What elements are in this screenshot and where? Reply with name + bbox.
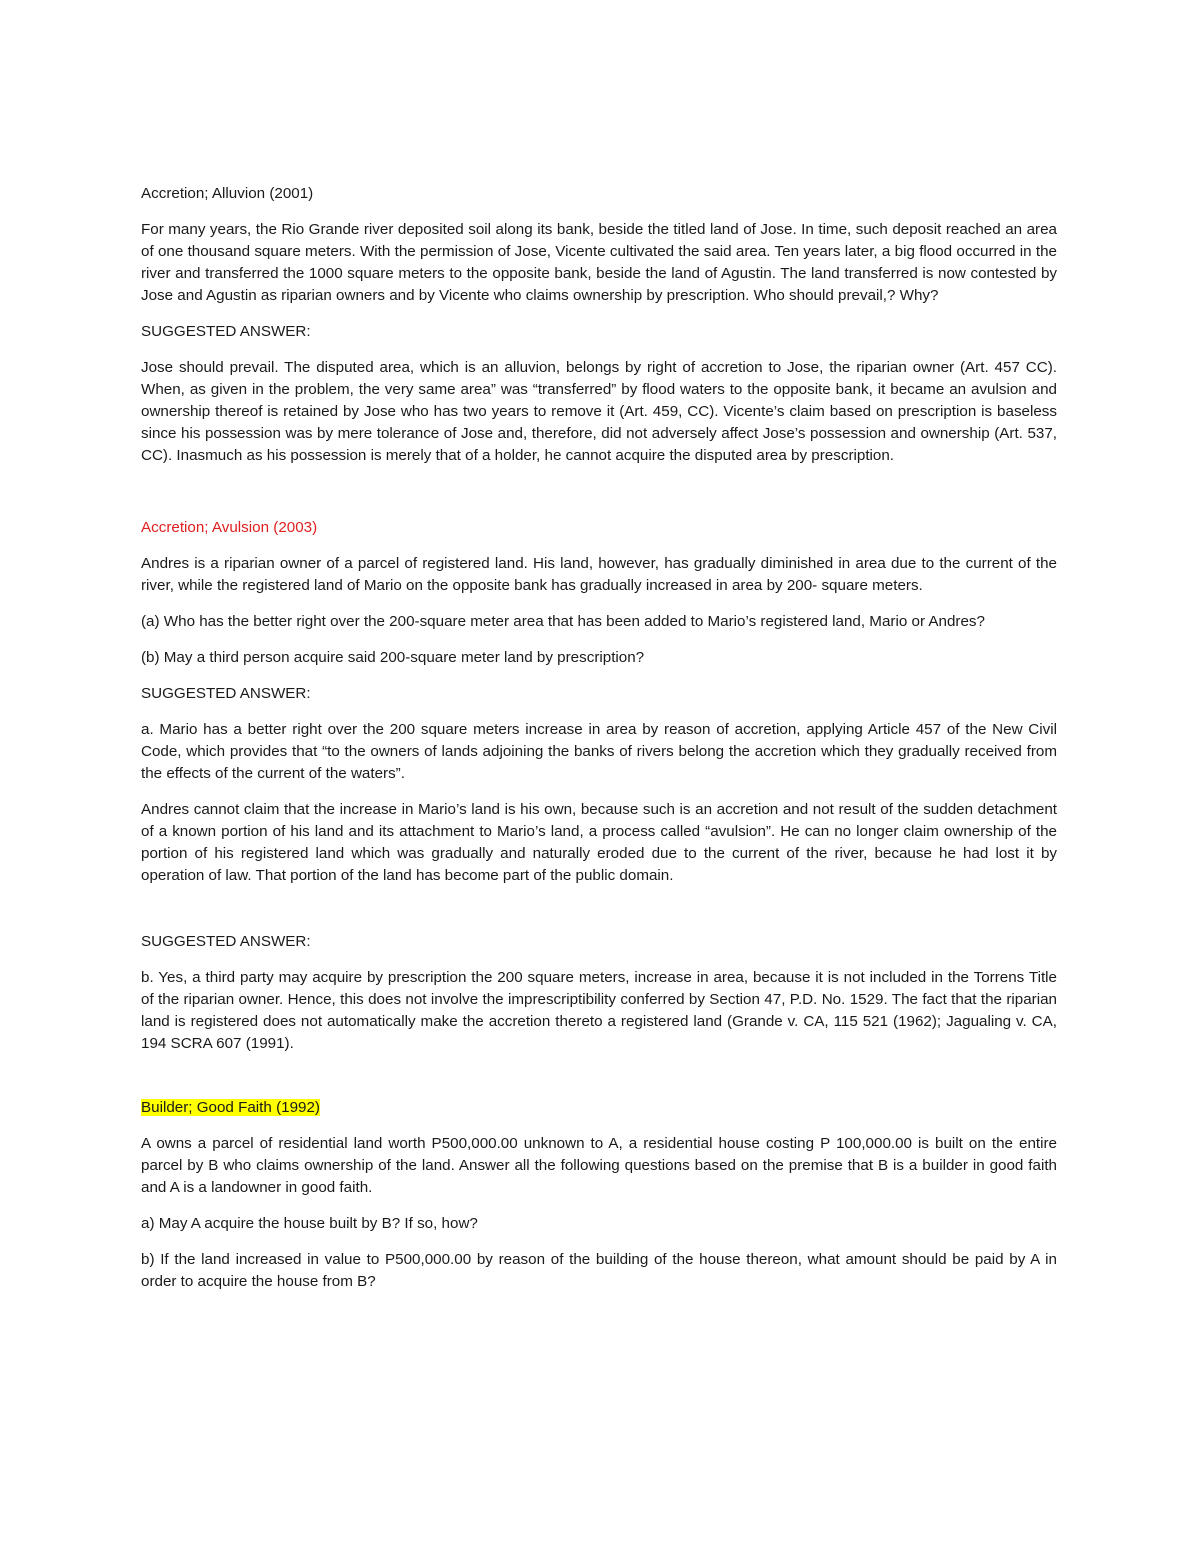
answer-label: SUGGESTED ANSWER: xyxy=(141,933,311,950)
section-heading-builder: Builder; Good Faith (1992) xyxy=(141,1099,320,1116)
question-option-a: (a) Who has the better right over the 200-square meter area that has been added to Mario’s registered land, Mario or Andres? xyxy=(141,613,985,630)
document-body xyxy=(141,183,1057,1307)
section-heading-avulsion-wrap xyxy=(141,517,1057,539)
answer-label: SUGGESTED ANSWER: xyxy=(141,685,311,702)
answer-paragraph-a1: a. Mario has a better right over the 200 square meters increase in area by reason of accretion, applying Article 457 of the New Civil Code, which provides that “to the owners of lands adjoining the banks of rivers belong the accretion which they gradually received from the effects of the current of the waters”. xyxy=(141,721,1057,782)
section-heading-avulsion: Accretion; Avulsion (2003) xyxy=(141,519,318,536)
question-option-b: b) If the land increased in value to P500,000.00 by reason of the building of the house thereon, what amount should be paid by A in order to acquire the house from B? xyxy=(141,1251,1057,1290)
spacer xyxy=(141,901,1057,931)
spacer xyxy=(141,1069,1057,1097)
question-paragraph: Andres is a riparian owner of a parcel of registered land. His land, however, has gradually diminished in area due to the current of the river, while the registered land of Mario on the opposite bank has gradually increased in area by 200- square meters. xyxy=(141,555,1057,594)
question-paragraph: For many years, the Rio Grande river deposited soil along its bank, beside the titled land of Jose. In time, such deposit reached an area of one thousand square meters. With the permission of Jose, Vicente cultivated the said area. Ten years later, a big flood occurred in the river and transferred the 1000 square meters to the opposite bank, beside the land of Agustin. The land transferred is now contested by Jose and Agustin as riparian owners and by Vicente who claims ownership by prescription. Who should prevail,? Why? xyxy=(141,221,1057,304)
answer-label: SUGGESTED ANSWER: xyxy=(141,323,311,340)
answer-paragraph-b: b. Yes, a third party may acquire by prescription the 200 square meters, increase in area, because it is not included in the Torrens Title of the riparian owner. Hence, this does not involve the imprescriptibility conferred by Section 47, P.D. No. 1529. The fact that the riparian land is registered does not automatically make the accretion thereto a registered land (Grande v. CA, 115 521 (1962); Jagualing v. CA, 194 SCRA 607 (1991). xyxy=(141,969,1057,1052)
question-option-b: (b) May a third person acquire said 200-square meter land by prescription? xyxy=(141,649,645,666)
answer-paragraph-a2: Andres cannot claim that the increase in Mario’s land is his own, because such is an accretion and not result of the sudden detachment of a known portion of his land and its attachment to Mario’s land, a process called “avulsion”. He can no longer claim ownership of the portion of his registered land which was gradually and naturally eroded due to the current of the river, because he had lost it by operation of law. That portion of the land has become part of the public domain. xyxy=(141,801,1057,884)
question-option-a: a) May A acquire the house built by B? If so, how? xyxy=(141,1215,478,1232)
answer-paragraph: Jose should prevail. The disputed area, which is an alluvion, belongs by right of accretion to Jose, the riparian owner (Art. 457 CC). When, as given in the problem, the very same area” was “transferred” by flood waters to the opposite bank, it became an avulsion and ownership thereof is retained by Jose who has two years to remove it (Art. 459, CC). Vicente’s claim based on prescription is baseless since his possession was by mere tolerance of Jose and, therefore, did not adversely affect Jose’s possession and ownership (Art. 537, CC). Inasmuch as his possession is merely that of a holder, he cannot acquire the disputed area by prescription. xyxy=(141,359,1057,464)
question-paragraph: A owns a parcel of residential land worth P500,000.00 unknown to A, a residential house costing P 100,000.00 is built on the entire parcel by B who claims ownership of the land. Answer all the following questions based on the premise that B is a builder in good faith and A is a landowner in good faith. xyxy=(141,1135,1057,1196)
spacer xyxy=(141,481,1057,517)
section-heading-builder-wrap xyxy=(141,1097,1057,1119)
section-heading-alluvion: Accretion; Alluvion (2001) xyxy=(141,185,314,202)
